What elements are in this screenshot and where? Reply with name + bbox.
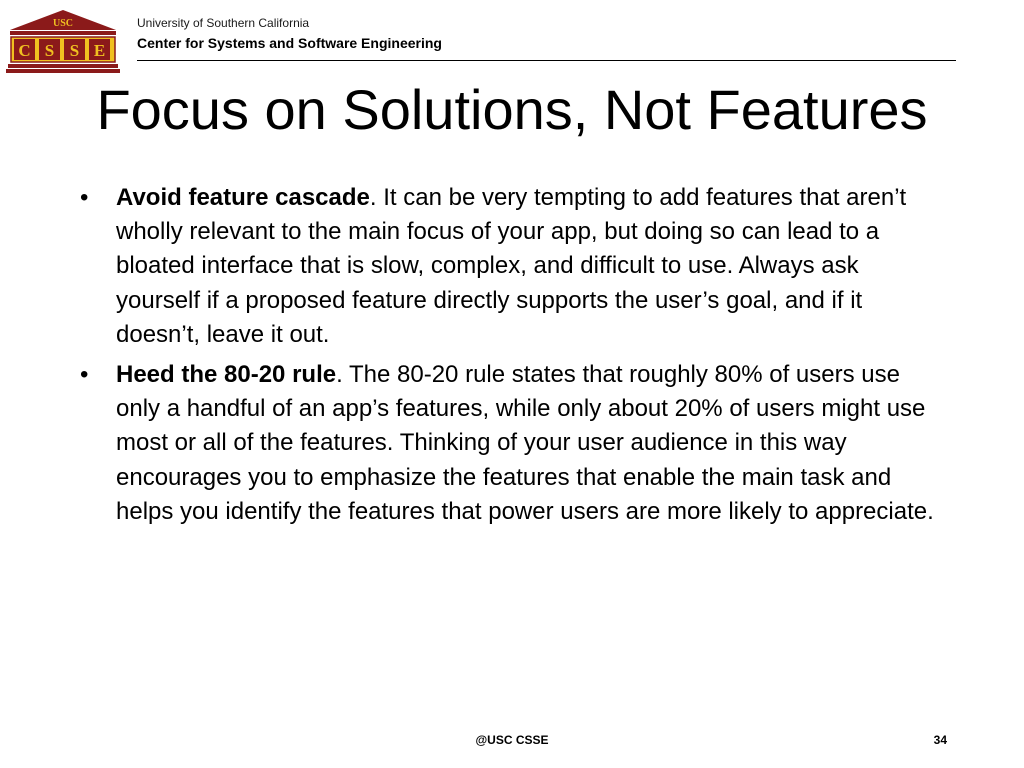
header-divider — [137, 60, 956, 61]
bullet-dot-icon: • — [80, 361, 89, 389]
bullet-lead: Avoid feature cascade — [116, 184, 370, 211]
logo-letter: S — [69, 41, 80, 60]
bullet-list — [0, 181, 946, 535]
usc-csse-logo — [6, 8, 120, 74]
bullet-item — [0, 181, 946, 352]
logo-usc-text: USC — [52, 18, 74, 29]
logo-letter: E — [93, 41, 106, 60]
bullet-text: . It can be very tempting to add features that aren’t wholly relevant to the main focus of your app, but doing so can lead to a bloated interface that is slow, complex, and difficult to use. Always ask yourself if a proposed feature directly supports the user’s goal, and if it doesn’t, leave it out. — [116, 184, 907, 348]
logo-letter: S — [44, 41, 55, 60]
header-org — [137, 17, 442, 50]
bullet-text: . The 80-20 rule states that roughly 80% of users use only a handful of an app’s features, while only about 20% of users might use most or all of the features. Thinking of your user audience in this way encourages you to emphasize the features that enable the main task and helps you identify the features that power users are more likely to appreciate. — [116, 361, 934, 525]
center-name: Center for Systems and Software Engineering — [137, 35, 442, 51]
bullet-lead: Heed the 80-20 rule — [116, 361, 337, 389]
logo-letter: C — [18, 41, 31, 60]
bullet-dot-icon: • — [80, 184, 89, 211]
university-name: University of Southern California — [137, 16, 310, 30]
footer-copyright: @USC CSSE — [475, 733, 549, 747]
page-number: 34 — [933, 733, 947, 747]
slide-title: Focus on Solutions, Not Features — [96, 78, 928, 141]
bullet-item — [0, 358, 946, 529]
